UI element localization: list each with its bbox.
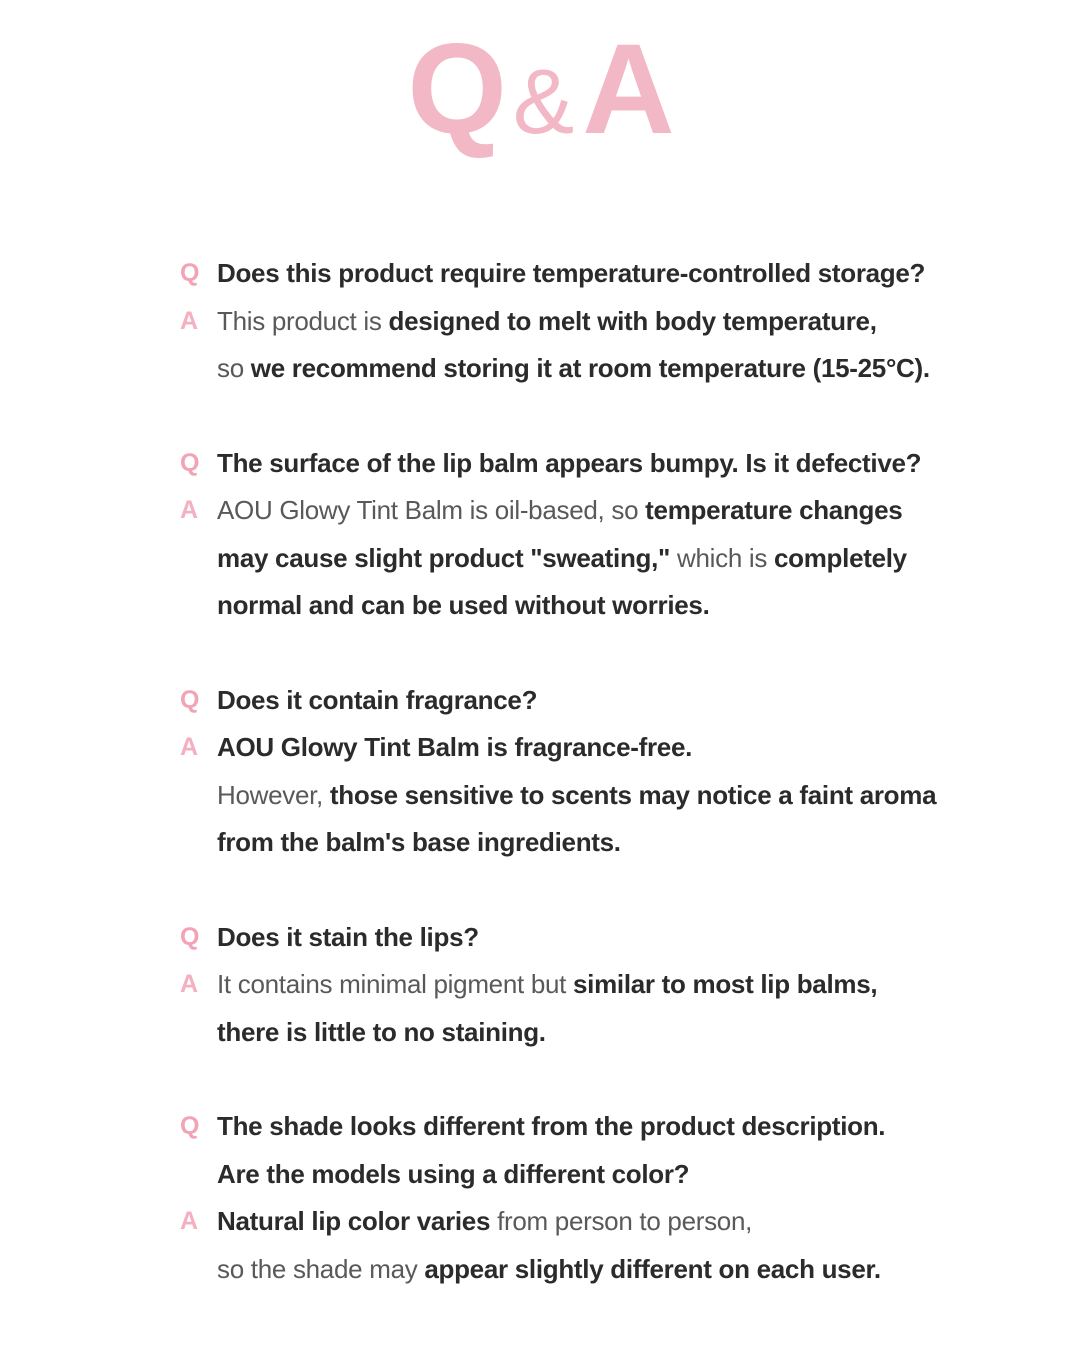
question-line [217, 440, 1000, 488]
text-segment-bold: those sensitive to scents may notice a faint aroma [329, 779, 937, 810]
answer-line [217, 961, 1000, 1009]
answer-row [180, 298, 1000, 393]
qa-block [180, 677, 1000, 867]
answer-line [217, 535, 1000, 583]
text-segment-bold: may cause slight product "sweating," [217, 542, 677, 573]
text-segment-bold: Are the models using a different color? [217, 1158, 690, 1189]
text-segment-bold: completely [774, 542, 907, 573]
answer-line [217, 487, 1000, 535]
answer-line [217, 772, 1000, 820]
qa-block [180, 1103, 1000, 1293]
answer-lines [217, 961, 1000, 1056]
text-segment-regular: AOU Glowy Tint Balm is oil-based, so [217, 495, 646, 525]
a-marker: A [180, 496, 199, 524]
text-segment-bold: appear slightly different on each user. [424, 1253, 881, 1284]
answer-line [217, 1246, 1000, 1294]
question-line [217, 1151, 1000, 1199]
title-letter-a: A [582, 18, 673, 161]
question-lines [217, 440, 1000, 488]
text-segment-bold: The surface of the lip balm appears bumpy. Is it defective? [217, 447, 922, 478]
qa-block [180, 250, 1000, 393]
answer-lines [217, 724, 1000, 867]
text-segment-regular: so the shade may [217, 1253, 425, 1284]
text-segment-regular: from person to person, [497, 1206, 753, 1236]
answer-lines [217, 298, 1000, 393]
qa-list [180, 250, 1000, 1293]
answer-row [180, 724, 1000, 867]
q-marker: Q [180, 1112, 200, 1140]
text-segment-regular: However, [217, 779, 330, 810]
question-line [217, 250, 1000, 298]
answer-line [217, 1009, 1000, 1057]
answer-row [180, 487, 1000, 630]
question-line [217, 1103, 1000, 1151]
text-segment-bold: from the balm's base ingredients. [217, 827, 621, 857]
text-segment-bold: we recommend storing it at room temperature (15-25°C). [250, 353, 930, 383]
text-segment-bold: Does it contain fragrance? [217, 684, 538, 715]
question-lines [217, 914, 1000, 962]
answer-line [217, 819, 1000, 867]
text-segment-regular: It contains minimal pigment but [217, 969, 574, 999]
question-row [180, 250, 1000, 298]
title-letter-q: Q [407, 18, 505, 161]
text-segment-regular: which is [677, 542, 774, 573]
question-row [180, 440, 1000, 488]
qa-block [180, 440, 1000, 630]
q-marker: Q [180, 448, 200, 477]
question-lines [217, 677, 1000, 725]
text-segment-bold: normal and can be used without worries. [217, 590, 710, 620]
question-row [180, 1103, 1000, 1198]
text-segment-bold: AOU Glowy Tint Balm is fragrance-free. [217, 732, 693, 762]
answer-line [217, 724, 1000, 772]
text-segment-regular: This product is [217, 305, 389, 336]
answer-row [180, 961, 1000, 1056]
text-segment-bold: The shade looks different from the product description. [217, 1111, 886, 1141]
text-segment-bold: there is little to no staining. [217, 1016, 546, 1047]
qa-block [180, 914, 1000, 1057]
text-segment-bold: Does this product require temperature-controlled storage? [217, 258, 926, 288]
page-title [0, 0, 1080, 161]
question-line [217, 677, 1000, 725]
answer-row [180, 1198, 1000, 1293]
text-segment-bold: temperature changes [645, 495, 903, 525]
question-row [180, 914, 1000, 962]
text-segment-bold: Natural lip color varies [217, 1206, 498, 1236]
text-segment-bold: Does it stain the lips? [217, 921, 479, 952]
answer-lines [217, 1198, 1000, 1293]
answer-line [217, 1198, 1000, 1246]
q-marker: Q [180, 922, 200, 951]
text-segment-regular: so [217, 353, 251, 383]
q-marker: Q [180, 685, 200, 714]
answer-line [217, 345, 1000, 393]
a-marker: A [180, 1207, 199, 1235]
a-marker: A [180, 733, 199, 761]
question-lines [217, 250, 1000, 298]
title-ampersand-icon: & [512, 51, 575, 153]
question-lines [217, 1103, 1000, 1198]
q-marker: Q [180, 259, 200, 287]
answer-lines [217, 487, 1000, 630]
a-marker: A [180, 970, 199, 998]
text-segment-bold: designed to melt with body temperature, [388, 305, 877, 336]
a-marker: A [180, 306, 199, 335]
answer-line [217, 298, 1000, 346]
answer-line [217, 582, 1000, 630]
question-line [217, 914, 1000, 962]
question-row [180, 677, 1000, 725]
text-segment-bold: similar to most lip balms, [573, 969, 878, 999]
